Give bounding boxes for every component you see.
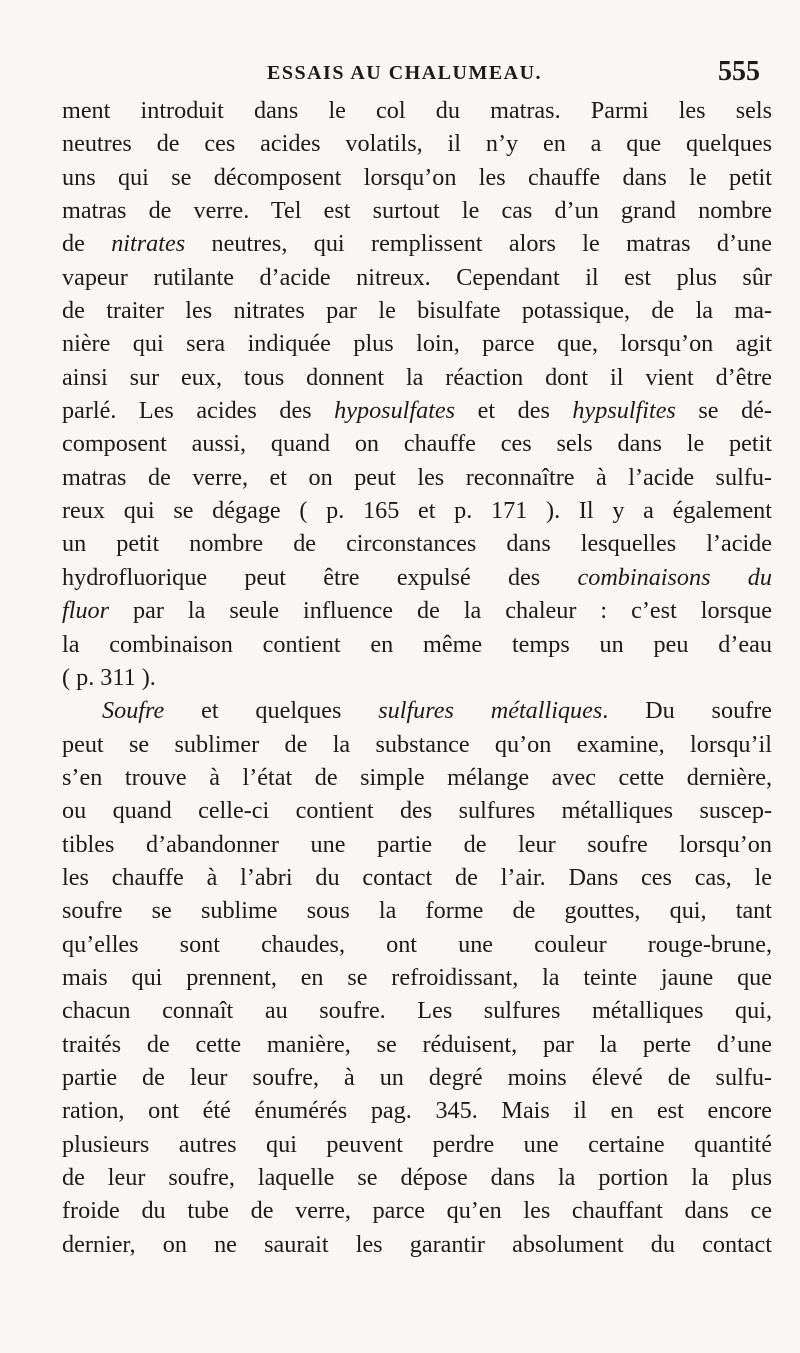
text-line — [62, 194, 772, 227]
text-line — [62, 1094, 772, 1127]
page-number: 555 — [718, 56, 760, 87]
text-line — [62, 694, 772, 727]
text-segment: reux qui se dégage ( p. 165 et p. 171 ). Il y a également — [62, 497, 772, 525]
text-segment: dernier, on ne saurait les garantir absolument du contact — [62, 1230, 772, 1258]
text-segment: . Du soufre — [602, 697, 772, 725]
text-line — [62, 794, 772, 827]
text-segment: ration, ont été énumérés pag. 345. Mais il en est encore — [62, 1097, 772, 1125]
text-line — [62, 1194, 772, 1227]
text-segment: de traiter les nitrates par le bisulfate potassique, de la ma- — [62, 297, 772, 325]
text-line — [62, 1228, 772, 1261]
text-line — [62, 361, 772, 394]
text-segment: et des — [455, 397, 573, 425]
text-segment: nière qui sera indiquée plus loin, parce que, lorsqu’on agit — [62, 330, 772, 358]
text-line — [62, 427, 772, 460]
text-line — [62, 561, 772, 594]
text-segment: neutres, qui remplissent alors le matras d’une — [185, 230, 772, 258]
text-segment: plusieurs autres qui peuvent perdre une certaine quantité — [62, 1130, 772, 1158]
text-segment: la combinaison contient en même temps un peu d’eau — [62, 630, 772, 658]
text-line — [62, 394, 772, 427]
text-segment: uns qui se décomposent lorsqu’on les chauffe dans le petit — [62, 163, 772, 191]
text-segment: traités de cette manière, se réduisent, par la perte d’une — [62, 1030, 772, 1058]
running-title: ESSAIS AU CHALUMEAU. — [267, 62, 543, 84]
text-line — [62, 227, 772, 260]
text-line — [62, 894, 772, 927]
text-segment: mais qui prennent, en se refroidissant, la teinte jaune que — [62, 963, 772, 991]
text-line — [62, 628, 772, 661]
italic-text-segment: combinaisons du — [577, 563, 772, 591]
text-line — [62, 661, 772, 694]
text-line — [62, 494, 772, 527]
text-segment: de leur soufre, laquelle se dépose dans la portion la plus — [62, 1164, 772, 1191]
text-segment: ment introduit dans le col du matras. Parmi les sels — [62, 97, 772, 124]
text-line — [62, 327, 772, 360]
text-segment: composent aussi, quand on chauffe ces sels dans le petit — [62, 430, 772, 458]
text-segment: neutres de ces acides volatils, il n’y en a que quelques — [62, 130, 772, 158]
page-header — [62, 56, 772, 96]
text-segment: soufre se sublime sous la forme de gouttes, qui, tant — [62, 897, 772, 925]
text-segment: peut se sublimer de la substance qu’on examine, lorsqu’il — [62, 730, 772, 758]
text-line — [62, 161, 772, 194]
text-segment: ou quand celle-ci contient des sulfures métalliques suscep- — [62, 797, 772, 825]
text-segment: vapeur rutilante d’acide nitreux. Cependant il est plus sûr — [62, 263, 772, 291]
text-segment: partie de leur soufre, à un degré moins élevé de sulfu- — [62, 1063, 772, 1091]
text-line — [62, 294, 772, 327]
text-segment: s’en trouve à l’état de simple mélange avec cette dernière, — [62, 763, 772, 791]
text-line — [62, 1061, 772, 1094]
text-line — [62, 994, 772, 1027]
italic-text-segment: hypsulfites — [572, 397, 676, 425]
text-line — [62, 127, 772, 160]
text-line — [62, 728, 772, 761]
text-segment: et quelques — [164, 697, 379, 725]
text-line — [62, 261, 772, 294]
text-line — [62, 1028, 772, 1061]
text-segment: matras de verre, et on peut les reconnaître à l’acide sulfu- — [62, 463, 772, 491]
text-segment: hydrofluorique peut être expulsé des — [62, 563, 578, 591]
text-segment: froide du tube de verre, parce qu’en les chauffant dans ce — [62, 1197, 772, 1225]
italic-text-segment: Soufre — [102, 697, 165, 725]
text-segment: chacun connaît au soufre. Les sulfures métalliques qui, — [62, 997, 772, 1025]
italic-text-segment: hyposulfates — [334, 397, 456, 425]
text-line — [62, 928, 772, 961]
italic-text-segment: sulfures métalliques — [378, 697, 603, 725]
text-segment: un petit nombre de circonstances dans lesquelles l’acide — [62, 530, 772, 558]
text-segment: qu’elles sont chaudes, ont une couleur rouge-brune, — [62, 930, 772, 958]
italic-text-segment: nitrates — [111, 230, 186, 258]
text-line — [62, 761, 772, 794]
text-line — [62, 1161, 772, 1194]
body-text — [62, 94, 772, 1261]
text-segment: ainsi sur eux, tous donnent la réaction dont il vient d’être — [62, 363, 772, 391]
text-segment: matras de verre. Tel est surtout le cas d’un grand nombre — [62, 197, 772, 225]
text-line — [62, 594, 772, 627]
text-line — [62, 861, 772, 894]
text-segment: les chauffe à l’abri du contact de l’air. Dans ces cas, le — [62, 863, 772, 891]
text-line — [62, 961, 772, 994]
text-segment: se dé- — [675, 397, 772, 425]
text-line — [62, 828, 772, 861]
text-segment: parlé. Les acides des — [62, 397, 335, 425]
text-segment: ( p. 311 ). — [62, 663, 156, 691]
text-segment: tibles d’abandonner une partie de leur soufre lorsqu’on — [62, 830, 772, 858]
text-line — [62, 527, 772, 560]
italic-text-segment: fluor — [62, 597, 110, 625]
text-line — [62, 94, 772, 127]
text-line — [62, 1128, 772, 1161]
text-segment: par la seule influence de la chaleur : c’est lorsque — [109, 597, 772, 625]
text-line — [62, 461, 772, 494]
text-segment: de — [62, 230, 112, 258]
